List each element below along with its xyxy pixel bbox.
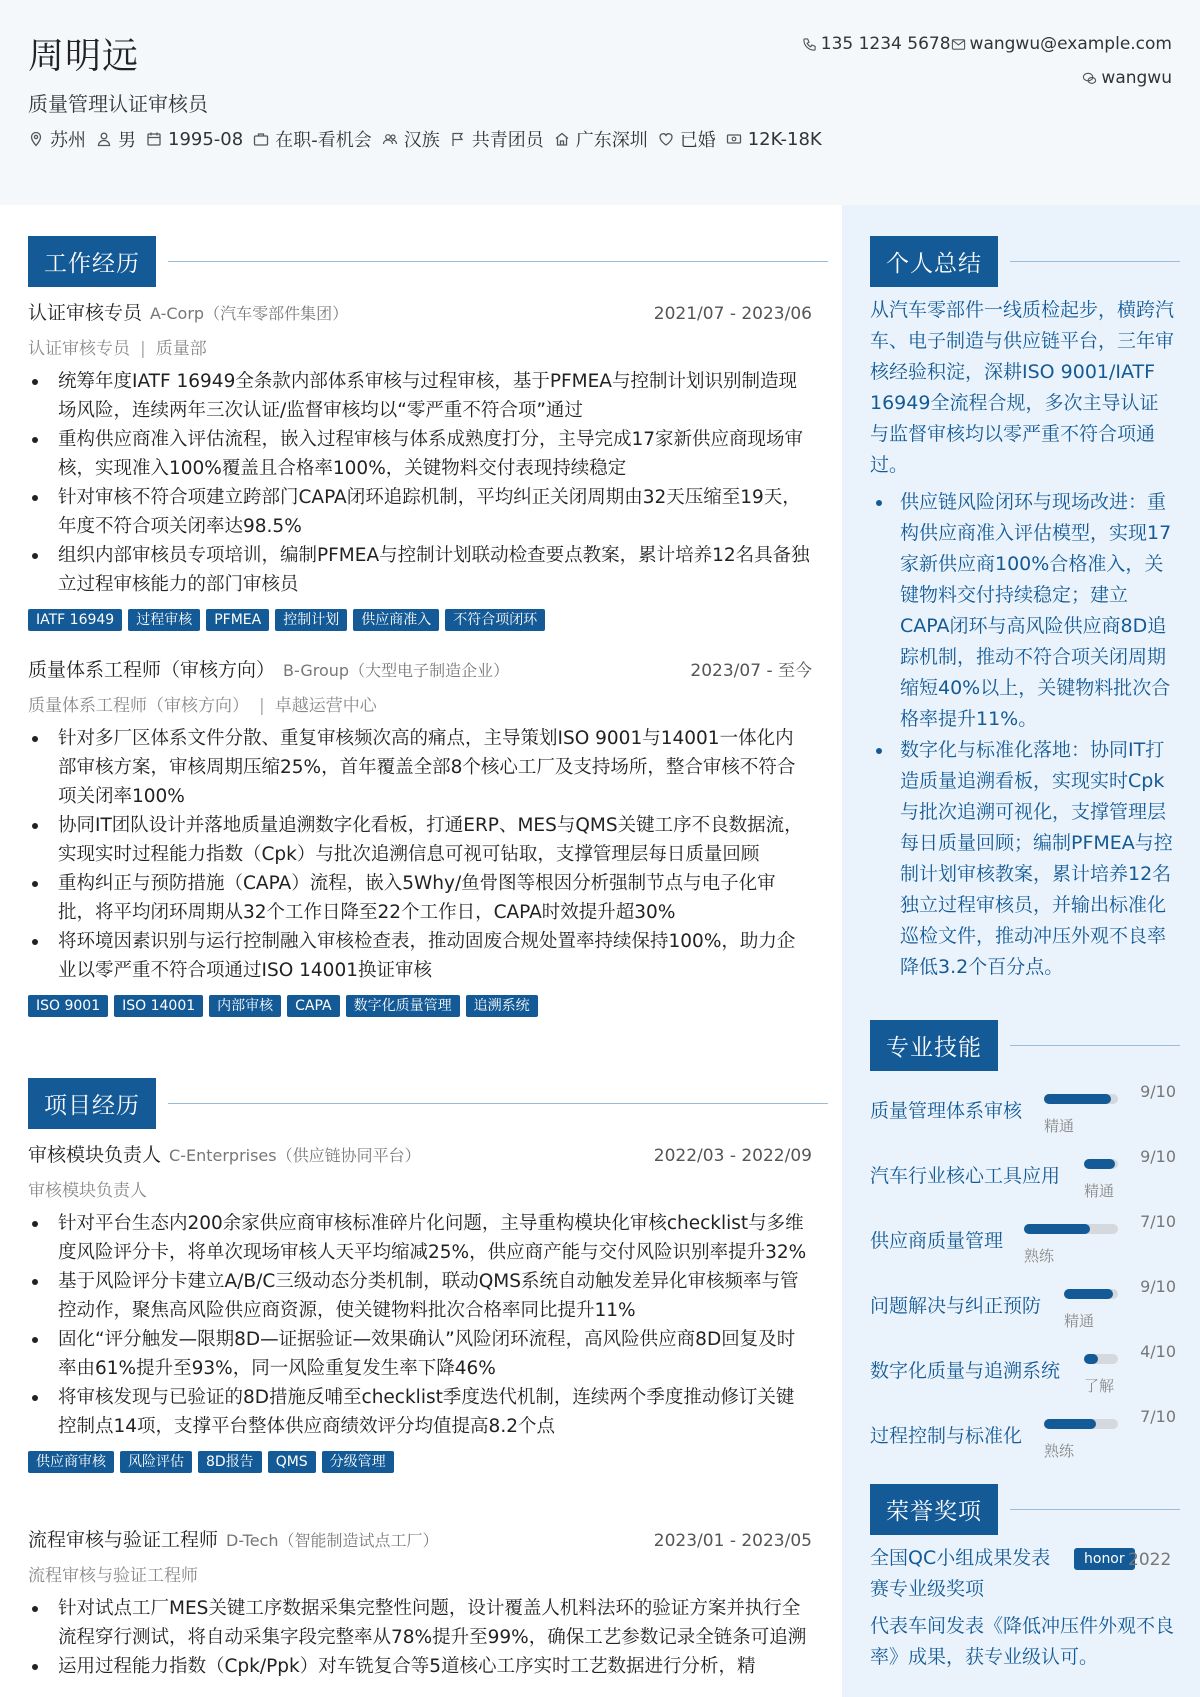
divider	[168, 1103, 828, 1104]
award-badge: honor	[1074, 1548, 1135, 1570]
list-item: 将审核发现与已验证的8D措施反哺至checklist季度迭代机制，连续两个季度推动修订关键控制点14项，支撑平台整体供应商绩效评分均值提高8.2个点	[28, 1383, 812, 1441]
list-item: 组织内部审核员专项培训，编制PFMEA与控制计划联动检查要点教案，累计培养12名具备独立过程审核能力的部门审核员	[28, 541, 812, 599]
candidate-role: 质量管理认证审核员	[28, 92, 208, 116]
skill-score: 9/10	[1140, 1147, 1176, 1166]
skill-bar	[1044, 1419, 1118, 1429]
tag: 8D报告	[198, 1451, 262, 1473]
section-work	[28, 236, 828, 287]
tag: ISO 9001	[28, 995, 108, 1017]
project-item	[28, 1525, 812, 1681]
skill-bar	[1084, 1159, 1118, 1169]
section-awards	[870, 1484, 1180, 1535]
list-item: 统筹年度IATF 16949全条款内部体系审核与过程审核，基于PFMEA与控制计划识别制造现场风险，连续两年三次认证/监督审核均以“零严重不符合项”通过	[28, 367, 812, 425]
meta-salary: 12K-18K	[726, 126, 822, 152]
skill-name: 汽车行业核心工具应用	[870, 1165, 1061, 1187]
contact-info	[802, 34, 1172, 102]
calendar-icon	[146, 131, 162, 147]
section-title-work: 工作经历	[28, 236, 156, 287]
personal-info	[28, 126, 848, 152]
project-bullets	[28, 1209, 812, 1441]
skill-item	[870, 1342, 1176, 1395]
divider	[1010, 261, 1180, 262]
job-item: 质量体系工程师（审核方向） B-Group（大型电子制造企业） 2023/07 - 至今 质量体系工程师（审核方向） | 卓越运营中心 针对多厂区体系文件分散、重复审核频次高的痛点，主导策划ISO 9001与14001一体化内部审核方案，审核周期压缩25%，首年覆盖全部8个核心工厂及支持场所，整合审核不符合项关闭率100% 协同IT团队设计并落地质量追溯数字化看板，打通ERP、MES与QMS关键工序不良数据流，实现实时过程能力指数（Cpk）与批次追溯信息可视可钻取，支撑管理层每日质量回顾 重构纠正与预防措施（CAPA）流程，嵌入5Why/鱼骨图等根因分析强制节点与电子化审批，将平均闭环周期从32个工作日降至22个工作日，CAPA时效提升超30% 将环境因素识别与运行控制融入审核检查表，推动固废合规处置率持续保持100%，助力企业以零严重不符合项通过ISO 14001换证审核 ISO 9001 ISO 14001 内部审核 CAPA 数字化质量管理 追溯系统	[28, 655, 812, 1017]
list-item: 固化“评分触发—限期8D—证据验证—效果确认”风险闭环流程，高风险供应商8D回复及时率由61%提升至93%，同一风险重复发生率下降46%	[28, 1325, 812, 1383]
skill-name: 质量管理体系审核	[870, 1100, 1023, 1122]
section-summary	[870, 236, 1180, 287]
job-company: B-Group（大型电子制造企业）	[283, 661, 510, 680]
list-item: 重构纠正与预防措施（CAPA）流程，嵌入5Why/鱼骨图等根因分析强制节点与电子化审批，将平均闭环周期从32个工作日降至22个工作日，CAPA时效提升超30%	[28, 869, 812, 927]
money-icon	[726, 131, 742, 147]
skill-score: 4/10	[1140, 1342, 1176, 1361]
project-date: 2022/03 - 2022/09	[653, 1146, 812, 1166]
skill-level: 熟练	[1024, 1247, 1055, 1265]
skill-score: 7/10	[1140, 1212, 1176, 1231]
meta-gender: 男	[96, 126, 136, 152]
list-item: 针对多厂区体系文件分散、重复审核频次高的痛点，主导策划ISO 9001与14001一体化内部审核方案，审核周期压缩25%，首年覆盖全部8个核心工厂及支持场所，整合审核不符合项关闭率100%	[28, 724, 812, 811]
resume-header	[0, 0, 1200, 205]
tag: 供应商准入	[353, 609, 439, 631]
tag: 控制计划	[275, 609, 347, 631]
tag: 供应商审核	[28, 1451, 114, 1473]
tag-list	[28, 1451, 812, 1473]
project-role: 流程审核与验证工程师	[28, 1566, 198, 1586]
job-date: 2023/07 - 至今	[690, 661, 812, 681]
skill-score: 9/10	[1140, 1082, 1176, 1101]
meta-location: 苏州	[28, 126, 86, 152]
skill-bar	[1044, 1094, 1118, 1104]
skill-fill	[1024, 1224, 1090, 1234]
award-title: 全国QC小组成果发表赛专业级奖项	[870, 1547, 1051, 1600]
list-item: 数字化与标准化落地：协同IT打造质量追溯看板，实现实时Cpk与批次追溯可视化，支撑管理层每日质量回顾；编制PFMEA与控制计划审核教案，累计培养12名独立过程审核员，并输出标准化巡检文件，推动冲压外观不良率降低3.2个百分点。	[870, 735, 1176, 983]
summary-block	[870, 295, 1176, 983]
summary-bullets	[870, 487, 1176, 983]
divider	[168, 261, 828, 262]
skill-bar	[1064, 1289, 1118, 1299]
project-title: 审核模块负责人	[28, 1144, 162, 1166]
job-title: 质量体系工程师（审核方向）	[28, 659, 276, 681]
tag: 分级管理	[322, 1451, 394, 1473]
job-role: 认证审核专员	[28, 339, 130, 359]
project-company: C-Enterprises（供应链协同平台）	[169, 1146, 421, 1165]
tag: ISO 14001	[114, 995, 203, 1017]
skill-item	[870, 1407, 1176, 1460]
project-bullets	[28, 1594, 812, 1681]
skill-score: 9/10	[1140, 1277, 1176, 1296]
meta-birth: 1995-08	[146, 126, 243, 152]
award-item	[870, 1543, 1176, 1673]
project-role: 审核模块负责人	[28, 1181, 147, 1201]
flag-icon	[450, 131, 466, 147]
skill-fill	[1044, 1419, 1096, 1429]
section-project	[28, 1078, 828, 1129]
list-item: 基于风险评分卡建立A/B/C三级动态分类机制，联动QMS系统自动触发差异化审核频率与管控动作，聚焦高风险供应商资源，使关键物料批次合格率同比提升11%	[28, 1267, 812, 1325]
tag: 内部审核	[209, 995, 281, 1017]
award-year: 2022	[1128, 1550, 1172, 1570]
list-item: 运用过程能力指数（Cpk/Ppk）对车铣复合等5道核心工序实时工艺数据进行分析，精	[28, 1652, 812, 1681]
section-title-project: 项目经历	[28, 1078, 156, 1129]
tag-list	[28, 609, 812, 631]
heart-icon	[658, 131, 674, 147]
people-icon	[382, 131, 398, 147]
job-department: 卓越运营中心	[274, 696, 377, 716]
skill-item	[870, 1277, 1176, 1330]
job-department: 质量部	[155, 339, 207, 359]
tag: CAPA	[287, 995, 339, 1017]
tag: 不符合项闭环	[445, 609, 545, 631]
skill-level: 精通	[1064, 1312, 1095, 1330]
skill-fill	[1044, 1094, 1111, 1104]
tag-list	[28, 995, 812, 1017]
wechat-icon	[1082, 71, 1097, 86]
skill-name: 过程控制与标准化	[870, 1425, 1023, 1447]
tag: 数字化质量管理	[346, 995, 460, 1017]
skill-fill	[1084, 1159, 1115, 1169]
project-company: D-Tech（智能制造试点工厂）	[226, 1531, 439, 1550]
briefcase-icon	[253, 131, 269, 147]
phone-number[interactable]: 135 1234 5678	[820, 34, 951, 54]
job-bullets	[28, 367, 812, 599]
divider	[1010, 1045, 1180, 1046]
job-company: A-Corp（汽车零部件集团）	[150, 304, 349, 323]
tag: IATF 16949	[28, 609, 122, 631]
tag: PFMEA	[206, 609, 269, 631]
skill-name: 供应商质量管理	[870, 1230, 1004, 1252]
list-item: 协同IT团队设计并落地质量追溯数字化看板，打通ERP、MES与QMS关键工序不良数据流，实现实时过程能力指数（Cpk）与批次追溯信息可视可钻取，支撑管理层每日质量回顾	[28, 811, 812, 869]
location-icon	[28, 131, 44, 147]
skill-name: 问题解决与纠正预防	[870, 1295, 1042, 1317]
tag: QMS	[268, 1451, 316, 1473]
skill-level: 精通	[1084, 1182, 1115, 1200]
skill-item	[870, 1147, 1176, 1200]
section-title-skills: 专业技能	[870, 1020, 998, 1071]
list-item: 针对审核不符合项建立跨部门CAPA闭环追踪机制，平均纠正关闭周期由32天压缩至19天，年度不符合项关闭率达98.5%	[28, 483, 812, 541]
section-skills	[870, 1020, 1180, 1071]
tag: 过程审核	[128, 609, 200, 631]
skill-item	[870, 1082, 1176, 1135]
skill-level: 熟练	[1044, 1442, 1075, 1460]
meta-marital: 已婚	[658, 126, 716, 152]
list-item: 将环境因素识别与运行控制融入审核检查表，推动固废合规处置率持续保持100%，助力企业以零严重不符合项通过ISO 14001换证审核	[28, 927, 812, 985]
skill-fill	[1064, 1289, 1113, 1299]
job-role: 质量体系工程师（审核方向）	[28, 696, 249, 716]
job-date: 2021/07 - 2023/06	[653, 304, 812, 324]
tag: 追溯系统	[466, 995, 538, 1017]
job-bullets	[28, 724, 812, 985]
meta-status: 在职-看机会	[253, 126, 372, 152]
candidate-name: 周明远	[28, 36, 140, 77]
skill-bar	[1024, 1224, 1118, 1234]
section-title-awards: 荣誉奖项	[870, 1484, 998, 1535]
divider	[1010, 1509, 1180, 1510]
skill-level: 了解	[1084, 1377, 1115, 1395]
gender-icon	[96, 131, 112, 147]
list-item: 针对平台生态内200余家供应商审核标准碎片化问题，主导重构模块化审核checklist与多维度风险评分卡，将单次现场审核人天平均缩减25%，供应商产能与交付风险识别率提升32%	[28, 1209, 812, 1267]
skill-score: 7/10	[1140, 1407, 1176, 1426]
project-date: 2023/01 - 2023/05	[653, 1531, 812, 1551]
skill-fill	[1084, 1354, 1098, 1364]
list-item: 供应链风险闭环与现场改进：重构供应商准入评估模型，实现17家新供应商100%合格准入，关键物料交付持续稳定；建立CAPA闭环与高风险供应商8D追踪机制，推动不符合项关闭周期缩短40%以上，关键物料批次合格率提升11%。	[870, 487, 1176, 735]
skill-name: 数字化质量与追溯系统	[870, 1360, 1061, 1382]
email-address[interactable]: wangwu@example.com	[969, 34, 1172, 54]
project-item	[28, 1140, 812, 1473]
skill-item	[870, 1212, 1176, 1265]
phone-icon	[802, 37, 817, 52]
section-title-summary: 个人总结	[870, 236, 998, 287]
summary-intro: 从汽车零部件一线质检起步，横跨汽车、电子制造与供应链平台，三年审核经验积淀，深耕ISO 9001/IATF 16949全流程合规，多次主导认证与监督审核均以零严重不符合项通过。	[870, 299, 1175, 476]
skill-bar	[1084, 1354, 1118, 1364]
meta-political: 共青团员	[450, 126, 544, 152]
skill-level: 精通	[1044, 1117, 1075, 1135]
wechat-id[interactable]: wangwu	[1101, 68, 1172, 88]
meta-ethnicity: 汉族	[382, 126, 440, 152]
meta-hometown: 广东深圳	[554, 126, 648, 152]
list-item: 针对试点工厂MES关键工序数据采集完整性问题，设计覆盖人机料法环的验证方案并执行全流程穿行测试，将自动采集字段完整率从78%提升至99%，确保工艺参数记录全链条可追溯	[28, 1594, 812, 1652]
home-icon	[554, 131, 570, 147]
job-title: 认证审核专员	[28, 302, 143, 324]
list-item: 重构供应商准入评估流程，嵌入过程审核与体系成熟度打分，主导完成17家新供应商现场审核，实现准入100%覆盖且合格率100%，关键物料交付表现持续稳定	[28, 425, 812, 483]
project-title: 流程审核与验证工程师	[28, 1529, 219, 1551]
job-item: 认证审核专员 A-Corp（汽车零部件集团） 2021/07 - 2023/06 认证审核专员 | 质量部 统筹年度IATF 16949全条款内部体系审核与过程审核，基于PFMEA与控制计划识别制造现场风险，连续两年三次认证/监督审核均以“零严重不符合项”通过 重构供应商准入评估流程，嵌入过程审核与体系成熟度打分，主导完成17家新供应商现场审核，实现准入100%覆盖且合格率100%，关键物料交付表现持续稳定 针对审核不符合项建立跨部门CAPA闭环追踪机制，平均纠正关闭周期由32天压缩至19天，年度不符合项关闭率达98.5% 组织内部审核员专项培训，编制PFMEA与控制计划联动检查要点教案，累计培养12名具备独立过程审核能力的部门审核员 IATF 16949 过程审核 PFMEA 控制计划 供应商准入 不符合项闭环	[28, 298, 812, 631]
tag: 风险评估	[120, 1451, 192, 1473]
award-description: 代表车间发表《降低冲压件外观不良率》成果，获专业级认可。	[870, 1615, 1175, 1668]
mail-icon	[951, 37, 966, 52]
